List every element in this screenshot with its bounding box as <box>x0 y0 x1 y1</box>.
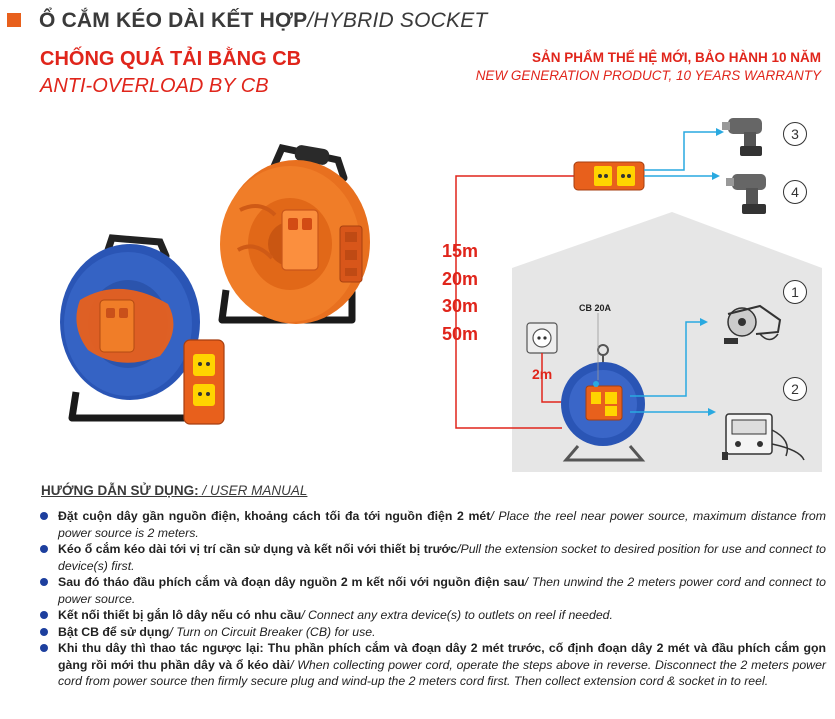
orange-reel <box>220 144 370 324</box>
title-vn: Ổ CẮM KÉO DÀI KẾT HỢP <box>39 9 308 32</box>
title-en: /HYBRID SOCKET <box>307 9 488 32</box>
manual-title <box>41 483 307 498</box>
cable-length: 20m <box>441 268 479 289</box>
bullet-icon <box>40 628 48 636</box>
bullet-icon <box>40 512 48 520</box>
drill-icon <box>722 118 762 156</box>
warranty-en: NEW GENERATION PRODUCT, 10 YEARS WARRANTY <box>475 68 821 83</box>
device-number-badge: 1 <box>783 280 807 304</box>
bullet-icon <box>40 578 48 586</box>
cable-length: 15m <box>441 241 479 261</box>
manual-title-en: / USER MANUAL <box>198 483 308 498</box>
device-number-badge: 3 <box>783 122 807 146</box>
page-title <box>39 9 487 33</box>
subtitle-vn: CHỐNG QUÁ TẢI BẰNG CB <box>40 48 302 70</box>
bullet-icon <box>40 644 48 652</box>
bullet-icon <box>40 611 48 619</box>
subtitle-en: ANTI-OVERLOAD BY CB <box>40 75 269 97</box>
manual-step: Kết nối thiết bị gắn lô dây nếu có nhu cầu/ Connect any extra device(s) to outlets on reel if needed. <box>38 607 826 624</box>
cord-length-label: 2m <box>532 366 553 382</box>
manual-step: Sau đó tháo đầu phích cắm và đoạn dây nguồn 2 m kết nối với nguồn điện sau/ Then unwind the 2 meters power cord and connect to power source. <box>38 574 826 607</box>
manual-step: Đặt cuộn dây gần nguồn điện, khoảng cách tối đa tới nguồn điện 2 mét/ Place the reel near power source, maximum distance from power source is 2 meters. <box>38 508 826 541</box>
manual-title-vn: HƯỚNG DẪN SỬ DỤNG: <box>41 483 199 498</box>
manual-step: Khi thu dây thì thao tác ngược lại: Thu phần phích cắm và đoạn dây 2 mét trước, cố định đoạn dây 2 mét và đầu phích cắm gọn gàng rồi mới thu phần dây và ổ kéo dài/ When collecting power cord, operate the steps above in reverse. Disconnect the 2 meters power cord from power source then firmly secure plug and wind-up the 2 meters cord first. Then collect extension cord & socket in to reel. <box>38 640 826 690</box>
manual-steps <box>38 508 826 690</box>
cable-length-list <box>430 238 490 348</box>
manual-step: Bật CB để sử dụng/ Turn on Circuit Breaker (CB) for use. <box>38 624 826 641</box>
extension-socket <box>574 162 644 190</box>
cable-length: 50m <box>441 323 479 344</box>
house-shape <box>512 212 822 472</box>
blue-reel <box>60 238 224 424</box>
product-image <box>0 100 420 440</box>
title-marker <box>7 13 21 27</box>
warranty-vn: SẢN PHẨM THẾ HỆ MỚI, BẢO HÀNH 10 NĂM <box>531 50 821 65</box>
cable-length: 30m <box>441 296 479 316</box>
wall-outlet-icon <box>527 323 557 353</box>
device-number-badge: 4 <box>783 180 807 204</box>
impact-drill-icon <box>726 174 766 214</box>
device-number-badge: 2 <box>783 377 807 401</box>
cb-label: CB 20A <box>579 303 612 313</box>
manual-step: Kéo ổ cắm kéo dài tới vị trí cần sử dụng và kết nối với thiết bị trước/Pull the extension socket to desired position for use and connect to device(s) first. <box>38 541 826 574</box>
bullet-icon <box>40 545 48 553</box>
